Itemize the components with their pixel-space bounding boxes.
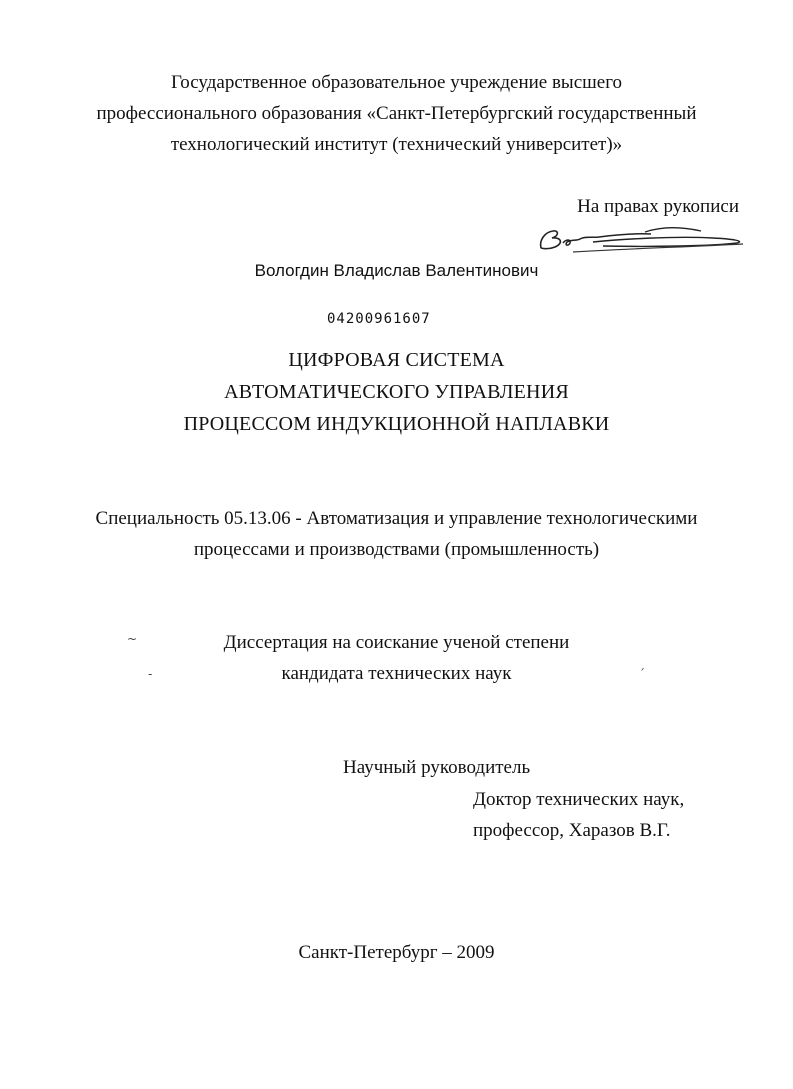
- author-name: Вологдин Владислав Валентинович: [254, 261, 539, 280]
- dissertation-line-1: Диссертация на соискание ученой степени: [223, 632, 570, 653]
- manuscript-note: На правах рукописи: [577, 196, 739, 217]
- signature-graphic: [533, 222, 748, 256]
- supervisor-heading: Научный руководитель: [343, 757, 531, 778]
- thesis-title-line-3: ПРОЦЕССОМ ИНДУКЦИОННОЙ НАПЛАВКИ: [183, 413, 610, 435]
- institution-line-3: технологический институт (технический университет)»: [170, 134, 623, 155]
- scan-mark-tick: ´: [639, 667, 645, 681]
- registry-number: 04200961607: [327, 311, 431, 327]
- scan-mark-dash: -: [148, 667, 153, 681]
- thesis-title-line-2: АВТОМАТИЧЕСКОГО УПРАВЛЕНИЯ: [224, 381, 569, 403]
- specialty-line-2: процессами и производствами (промышленность): [193, 539, 600, 560]
- specialty-line-1: Специальность 05.13.06 - Автоматизация и управление технологическими: [95, 508, 698, 529]
- institution-line-1: Государственное образовательное учреждение высшего: [170, 72, 623, 93]
- supervisor-degree: Доктор технических наук,: [473, 789, 685, 810]
- dissertation-line-2: кандидата технических наук: [281, 663, 512, 684]
- scan-mark-tilde: ~: [127, 632, 138, 646]
- place-year: Санкт-Петербург – 2009: [298, 942, 495, 963]
- thesis-title-line-1: ЦИФРОВАЯ СИСТЕМА: [288, 349, 505, 371]
- institution-line-2: профессионального образования «Санкт-Петербургский государственный: [96, 103, 697, 124]
- supervisor-name: профессор, Харазов В.Г.: [473, 820, 671, 841]
